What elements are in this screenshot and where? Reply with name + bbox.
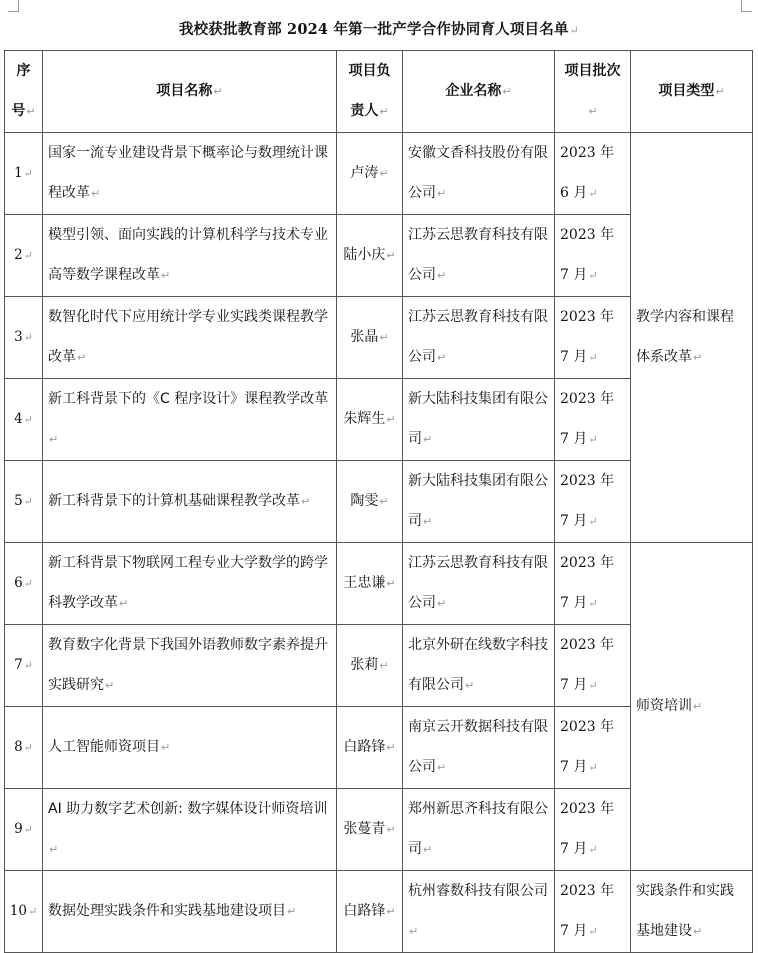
row-no: 1↵ <box>5 133 43 215</box>
project-batch: 2023 年 7 月↵ <box>555 707 631 789</box>
header-type: 项目类型↵ <box>631 51 753 133</box>
project-batch: 2023 年 6 月↵ <box>555 133 631 215</box>
row-no: 4↵ <box>5 379 43 461</box>
table-row <box>5 133 753 215</box>
page-corner-mark-right-h <box>742 11 752 12</box>
project-type: 教学内容和课程体系改革↵ <box>631 133 753 543</box>
table-row <box>5 871 753 953</box>
project-name: AI 助力数字艺术创新: 数字媒体设计师资培训↵ <box>43 789 337 871</box>
header-batch: 项目批次↵ <box>555 51 631 133</box>
project-leader: 王忠谦↵ <box>337 543 403 625</box>
company-name: 新大陆科技集团有限公司↵ <box>403 461 555 543</box>
project-leader: 张蔓青↵ <box>337 789 403 871</box>
row-no: 3↵ <box>5 297 43 379</box>
company-name: 江苏云思教育科技有限公司↵ <box>403 297 555 379</box>
row-no: 2↵ <box>5 215 43 297</box>
project-type: 师资培训↵ <box>631 543 753 871</box>
project-name: 数智化时代下应用统计学专业实践类课程教学改革↵ <box>43 297 337 379</box>
company-name: 郑州新思齐科技有限公司↵ <box>403 789 555 871</box>
table-header-row <box>5 51 753 133</box>
project-leader: 白路锋↵ <box>337 871 403 953</box>
project-batch: 2023 年 7 月↵ <box>555 625 631 707</box>
project-table <box>4 50 753 953</box>
company-name: 江苏云思教育科技有限公司↵ <box>403 215 555 297</box>
project-batch: 2023 年 7 月↵ <box>555 297 631 379</box>
header-company: 企业名称↵ <box>403 51 555 133</box>
project-batch: 2023 年 7 月↵ <box>555 871 631 953</box>
project-name: 模型引领、面向实践的计算机科学与技术专业高等数学课程改革↵ <box>43 215 337 297</box>
company-name: 新大陆科技集团有限公司↵ <box>403 379 555 461</box>
project-leader: 张莉↵ <box>337 625 403 707</box>
company-name: 南京云开数据科技有限公司↵ <box>403 707 555 789</box>
row-no: 7↵ <box>5 625 43 707</box>
row-no: 6↵ <box>5 543 43 625</box>
document-title: 我校获批教育部 2024 年第一批产学合作协同育人项目名单↵ <box>178 21 580 38</box>
page-corner-mark-left-h <box>8 11 18 12</box>
row-no: 10↵ <box>5 871 43 953</box>
project-batch: 2023 年 7 月↵ <box>555 215 631 297</box>
table-row <box>5 543 753 625</box>
company-name: 杭州睿数科技有限公司↵ <box>403 871 555 953</box>
row-no: 8↵ <box>5 707 43 789</box>
project-name: 数据处理实践条件和实践基地建设项目↵ <box>43 871 337 953</box>
project-leader: 卢涛↵ <box>337 133 403 215</box>
project-batch: 2023 年 7 月↵ <box>555 379 631 461</box>
project-batch: 2023 年 7 月↵ <box>555 461 631 543</box>
page-corner-mark-left <box>18 0 19 12</box>
header-leader: 项目负责人↵ <box>337 51 403 133</box>
project-leader: 陶雯↵ <box>337 461 403 543</box>
project-leader: 张晶↵ <box>337 297 403 379</box>
header-no: 序号↵ <box>5 51 43 133</box>
company-name: 安徽文香科技股份有限公司↵ <box>403 133 555 215</box>
row-no: 5↵ <box>5 461 43 543</box>
row-no: 9↵ <box>5 789 43 871</box>
project-leader: 白路锋↵ <box>337 707 403 789</box>
project-leader: 陆小庆↵ <box>337 215 403 297</box>
project-name: 人工智能师资项目↵ <box>43 707 337 789</box>
project-leader: 朱辉生↵ <box>337 379 403 461</box>
project-name: 国家一流专业建设背景下概率论与数理统计课程改革↵ <box>43 133 337 215</box>
header-name: 项目名称↵ <box>43 51 337 133</box>
project-name: 教育数字化背景下我国外语教师数字素养提升实践研究↵ <box>43 625 337 707</box>
company-name: 江苏云思教育科技有限公司↵ <box>403 543 555 625</box>
project-name: 新工科背景下的计算机基础课程教学改革↵ <box>43 461 337 543</box>
project-name: 新工科背景下物联网工程专业大学数学的跨学科教学改革↵ <box>43 543 337 625</box>
project-batch: 2023 年 7 月↵ <box>555 543 631 625</box>
project-type: 实践条件和实践基地建设↵ <box>631 871 753 953</box>
project-name: 新工科背景下的《C 程序设计》课程教学改革↵ <box>43 379 337 461</box>
company-name: 北京外研在线数字科技有限公司↵ <box>403 625 555 707</box>
project-batch: 2023 年 7 月↵ <box>555 789 631 871</box>
